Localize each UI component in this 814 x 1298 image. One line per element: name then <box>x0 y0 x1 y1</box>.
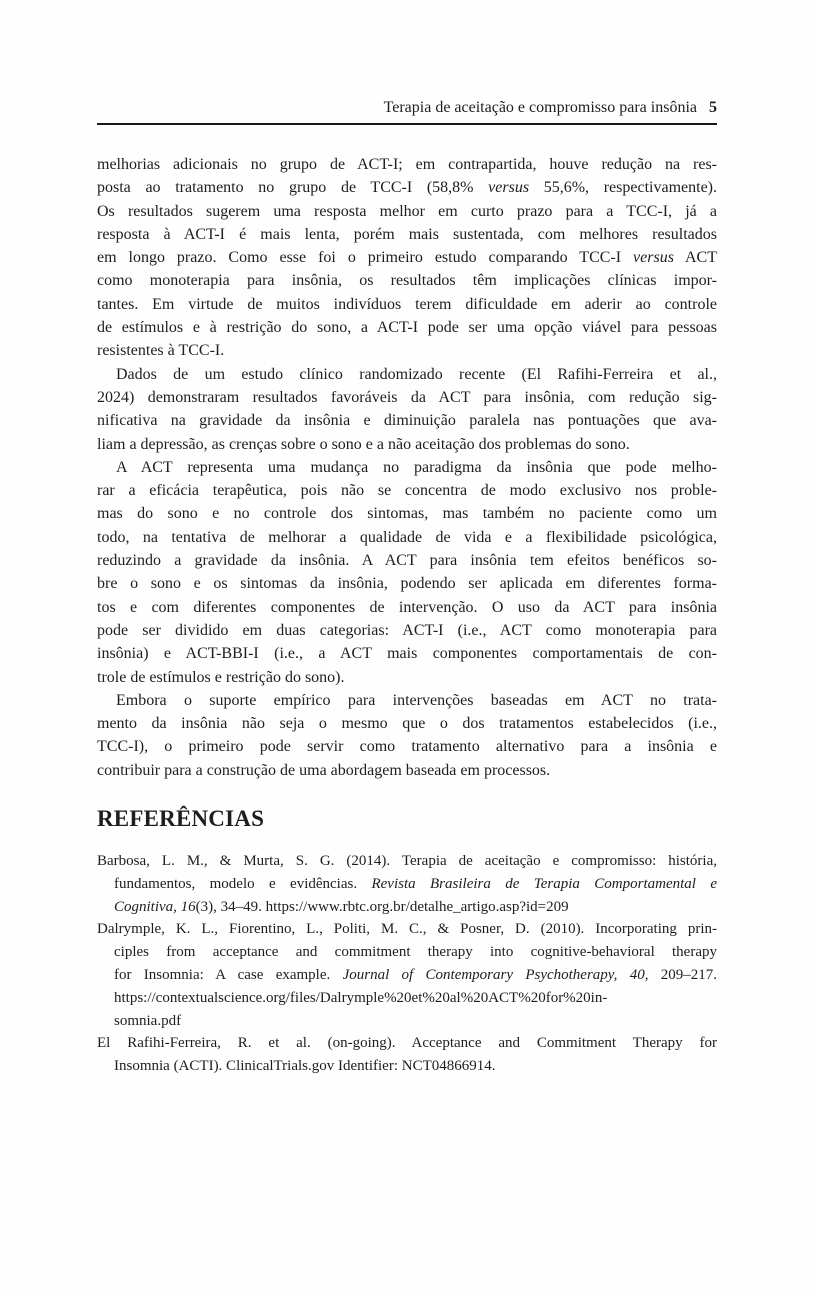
italic-text: Cognitiva, 16 <box>114 898 196 915</box>
text-run: resistentes à TCC-I. <box>97 342 225 360</box>
text-line <box>97 386 717 409</box>
text-line <box>97 502 717 525</box>
text-line <box>97 316 717 339</box>
text-run: insônia) e ACT-BBI-I (i.e., a ACT mais componentes comportamentais de con- <box>97 645 717 663</box>
text-line <box>97 572 717 595</box>
text-run: todo, na tentativa de melhorar a qualidade de vida e a flexibilidade psicológica, <box>97 528 717 546</box>
references-heading: REFERÊNCIAS <box>97 806 265 832</box>
reference-entry-3 <box>97 1032 717 1078</box>
text-run: mas do sono e no controle dos sintomas, mas também no paciente como um <box>97 505 717 523</box>
text-run: ACT <box>673 249 717 267</box>
text-run: 55,6%, respectivamente). <box>529 179 717 197</box>
text-run: Dalrymple, K. L., Fiorentino, L., Politi, M. C., & Posner, D. (2010). Incorporating prin- <box>97 921 717 938</box>
text-line <box>97 363 717 386</box>
reference-entry-2 <box>97 918 717 1032</box>
italic-text: Revista Brasileira de Terapia Comportamental e <box>371 875 717 892</box>
running-header <box>97 98 717 125</box>
text-run: for Insomnia: A case example. <box>114 967 343 983</box>
text-line <box>97 735 717 758</box>
text-run: trole de estímulos e restrição do sono). <box>97 668 345 686</box>
paragraph-3 <box>97 456 717 689</box>
reference-line <box>97 918 717 941</box>
text-line <box>97 223 717 246</box>
text-run: em longo prazo. Como esse foi o primeiro estudo comparando TCC-I <box>97 249 634 267</box>
text-run: (3), 34–49. https://www.rbtc.org.br/detalhe_artigo.asp?id=209 <box>195 898 569 915</box>
text-line <box>97 246 717 269</box>
text-line <box>97 689 717 712</box>
text-run: somnia.pdf <box>114 1012 182 1029</box>
references-list <box>97 850 717 1078</box>
text-run: como monoterapia para insônia, os resultados têm implicações clínicas impor- <box>97 272 717 290</box>
text-run: tos e com diferentes componentes de intervenção. O uso da ACT para insônia <box>97 598 717 616</box>
text-line <box>97 642 717 665</box>
text-run: pode ser dividido em duas categorias: ACT-I (i.e., ACT como monoterapia para <box>97 621 717 639</box>
text-run: Os resultados sugerem uma resposta melhor em curto prazo para a TCC-I, já a <box>97 202 717 220</box>
text-run: Barbosa, L. M., & Murta, S. G. (2014). Terapia de aceitação e compromisso: história, <box>97 853 717 870</box>
text-line <box>97 596 717 619</box>
text-run: tantes. Em virtude de muitos indivíduos terem dificuldade em aderir ao controle <box>97 295 717 313</box>
reference-line <box>97 1010 717 1033</box>
text-line <box>97 339 717 362</box>
running-title: Terapia de aceitação e compromisso para insônia <box>383 99 697 116</box>
page <box>97 98 717 1078</box>
page-number: 5 <box>709 99 717 116</box>
reference-line <box>97 1032 717 1055</box>
text-run: , 209–217. <box>644 967 718 983</box>
text-line <box>97 433 717 456</box>
text-run: resposta à ACT-I é mais lenta, porém mais sustentada, com melhores resultados <box>97 225 717 243</box>
text-run: A ACT representa uma mudança no paradigma da insônia que pode melho- <box>116 458 717 476</box>
text-run: liam a depressão, as crenças sobre o sono e a não aceitação dos problemas do sono. <box>97 435 630 453</box>
text-run: contribuir para a construção de uma abordagem baseada em processos. <box>97 761 551 779</box>
italic-text: versus <box>488 179 530 197</box>
text-line <box>97 409 717 432</box>
text-run: de estímulos e à restrição do sono, a ACT-I pode ser uma opção viável para pessoas <box>97 319 717 337</box>
text-run: reduzindo a gravidade da insônia. A ACT para insônia tem efeitos benéficos so- <box>97 552 717 570</box>
paragraph-2 <box>97 363 717 456</box>
reference-line <box>97 941 717 964</box>
italic-text: versus <box>633 249 674 267</box>
text-run: ciples from acceptance and commitment therapy into cognitive-behavioral therapy <box>114 944 717 961</box>
reference-line <box>97 964 717 987</box>
text-line <box>97 759 717 782</box>
text-run: posta ao tratamento no grupo de TCC-I (58,8% <box>97 179 489 197</box>
italic-text: Journal of Contemporary Psychotherapy, 40 <box>342 967 645 983</box>
text-line <box>97 456 717 479</box>
text-run: https://contextualscience.org/files/Dalrymple%20et%20al%20ACT%20for%20in- <box>114 989 608 1006</box>
text-run: nificativa na gravidade da insônia e diminuição paralela nas pontuações que ava- <box>97 412 717 430</box>
text-run: melhorias adicionais no grupo de ACT-I; em contrapartida, houve redução na res- <box>97 156 717 173</box>
text-run: mento da insônia não seja o mesmo que o dos tratamentos estabelecidos (i.e., <box>97 715 717 733</box>
text-run: bre o sono e os sintomas da insônia, podendo ser aplicada em diferentes forma- <box>97 575 717 593</box>
reference-line <box>97 1055 717 1078</box>
text-line <box>97 526 717 549</box>
text-line <box>97 293 717 316</box>
text-run: Dados de um estudo clínico randomizado recente (El Rafihi-Ferreira et al., <box>116 365 717 383</box>
reference-line <box>97 873 717 896</box>
text-line <box>97 712 717 735</box>
reference-line <box>97 850 717 873</box>
text-run: TCC-I), o primeiro pode servir como tratamento alternativo para a insônia e <box>97 738 717 756</box>
text-line <box>97 619 717 642</box>
text-run: fundamentos, modelo e evidências. <box>114 875 372 892</box>
reference-line <box>97 987 717 1010</box>
text-line <box>97 666 717 689</box>
paragraph-1 <box>97 153 717 363</box>
text-line <box>97 153 717 176</box>
text-run: Insomnia (ACTI). ClinicalTrials.gov Identifier: NCT04866914. <box>114 1058 496 1075</box>
text-run: Embora o suporte empírico para intervenções baseadas em ACT no trata- <box>116 691 717 709</box>
text-line <box>97 549 717 572</box>
text-line <box>97 176 717 199</box>
text-line <box>97 479 717 502</box>
text-line <box>97 200 717 223</box>
body-text <box>97 153 717 782</box>
text-run: El Rafihi-Ferreira, R. et al. (on-going). Acceptance and Commitment Therapy for <box>97 1035 717 1052</box>
text-line <box>97 269 717 292</box>
paragraph-4 <box>97 689 717 782</box>
text-run: 2024) demonstraram resultados favoráveis da ACT para insônia, com redução sig- <box>97 388 717 406</box>
reference-entry-1 <box>97 850 717 918</box>
text-run: rar a eficácia terapêutica, pois não se concentra de modo exclusivo nos proble- <box>97 482 717 500</box>
reference-line <box>97 896 717 919</box>
